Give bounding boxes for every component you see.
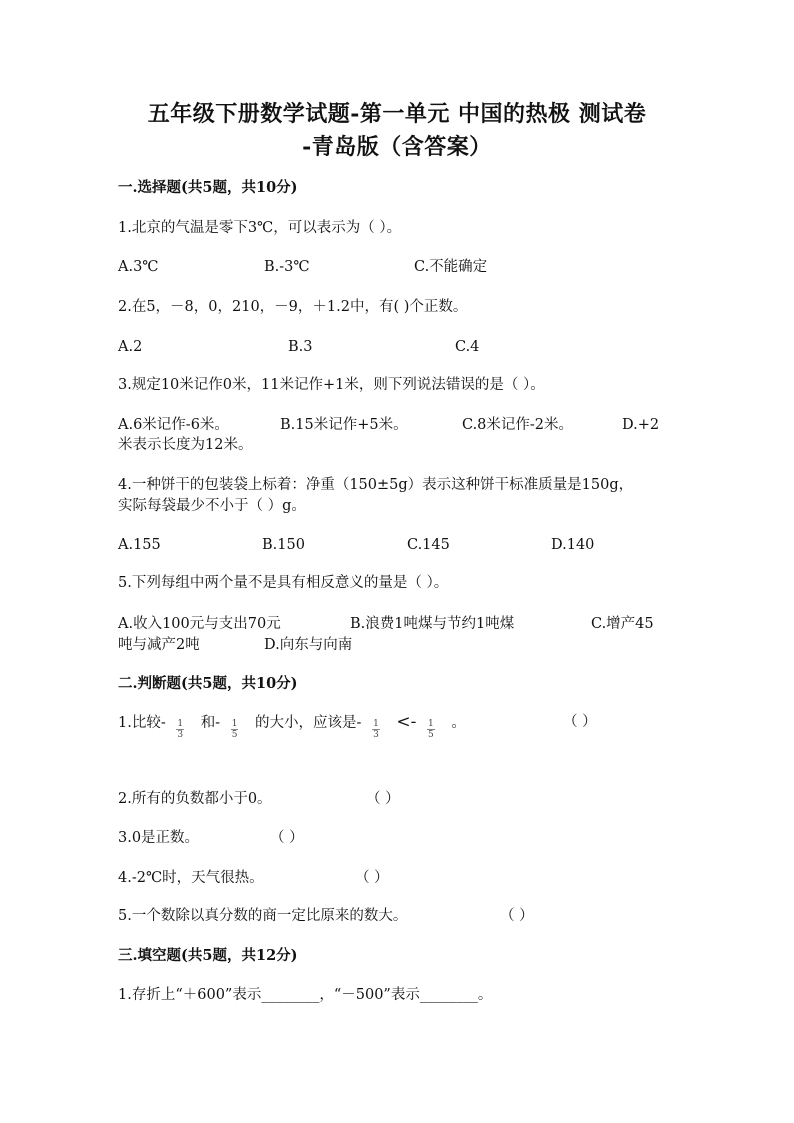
option-c: C.增产45 bbox=[591, 616, 654, 632]
option-b: B.150 bbox=[262, 537, 305, 553]
question-text: 5.一个数除以真分数的商一定比原来的数大。 bbox=[118, 908, 408, 924]
option-c: C.145 bbox=[407, 537, 450, 553]
fraction bbox=[231, 719, 239, 740]
fraction-numerator: 1 bbox=[231, 718, 238, 729]
question-text: 1.存折上“＋600”表示________，“－500”表示________。 bbox=[118, 987, 493, 1003]
fraction-numerator: 1 bbox=[177, 718, 184, 729]
section-heading-choice: 一.选择题(共5题，共10分) bbox=[118, 179, 298, 196]
option-d: D.+2 bbox=[622, 417, 660, 433]
fraction bbox=[427, 719, 435, 740]
fraction bbox=[176, 719, 184, 740]
question-text-continued: 实际每袋最少不小于（ ）g。 bbox=[118, 498, 306, 514]
option-c: C.8米记作-2米。 bbox=[462, 417, 574, 433]
option-a: A.6米记作-6米。 bbox=[118, 417, 229, 433]
fraction-denominator: 5 bbox=[231, 729, 238, 740]
option-c: C.不能确定 bbox=[414, 259, 488, 275]
question-text-part: <- bbox=[396, 712, 417, 732]
option-b: B.-3℃ bbox=[264, 259, 310, 275]
question-text: 4.-2℃时，天气很热。 bbox=[118, 870, 264, 886]
option-d: D.向东与向南 bbox=[264, 637, 353, 653]
answer-blank[interactable]: （ ） bbox=[563, 714, 597, 730]
option-c-continued: 吨与减产2吨 bbox=[118, 637, 200, 653]
section-heading-judgement: 二.判断题(共5题，共10分) bbox=[118, 675, 298, 692]
question-text-part: 。 bbox=[451, 715, 466, 731]
exam-title-line2: -青岛版（含答案） bbox=[302, 134, 492, 160]
question-text: 5.下列每组中两个量不是具有相反意义的量是（ ）。 bbox=[118, 575, 449, 591]
option-d: D.140 bbox=[551, 537, 595, 553]
answer-blank[interactable]: （ ） bbox=[355, 870, 389, 886]
answer-blank[interactable]: （ ） bbox=[270, 830, 304, 846]
answer-blank[interactable]: （ ） bbox=[366, 791, 400, 807]
question-text: 1.北京的气温是零下3℃，可以表示为（ ）。 bbox=[118, 220, 402, 236]
option-a: A.3℃ bbox=[118, 259, 159, 275]
question-text-part: 和- bbox=[200, 715, 221, 731]
option-d-continued: 米表示长度为12米。 bbox=[118, 437, 253, 453]
option-a: A.155 bbox=[118, 537, 161, 553]
fraction-denominator: 3 bbox=[373, 729, 379, 740]
fraction-denominator: 3 bbox=[177, 729, 184, 740]
exam-title-line1: 五年级下册数学试题-第一单元 中国的热极 测试卷 bbox=[147, 101, 647, 127]
fraction-numerator: 1 bbox=[373, 718, 379, 729]
question-with-fractions bbox=[118, 712, 466, 740]
question-text-part: 1.比较- bbox=[118, 715, 166, 731]
question-text: 2.所有的负数都小于0。 bbox=[118, 791, 272, 807]
option-a: A.收入100元与支出70元 bbox=[118, 616, 281, 632]
fraction-denominator: 5 bbox=[428, 729, 434, 740]
question-text-part: 的大小，应该是- bbox=[255, 715, 362, 731]
fraction-numerator: 1 bbox=[428, 718, 434, 729]
option-b: B.浪费1吨煤与节约1吨煤 bbox=[350, 616, 515, 632]
question-text: 4.一种饼干的包装袋上标着：净重（150±5g）表示这种饼干标准质量是150g， bbox=[118, 477, 634, 493]
option-a: A.2 bbox=[118, 339, 143, 355]
question-text: 3.规定10米记作0米，11米记作+1米，则下列说法错误的是（ ）。 bbox=[118, 377, 545, 393]
section-heading-fill-blank: 三.填空题(共5题，共12分) bbox=[118, 947, 298, 964]
fraction bbox=[372, 719, 380, 740]
question-text: 3.0是正数。 bbox=[118, 830, 200, 846]
question-text: 2.在5，－8，0，210，－9，＋1.2中，有( )个正数。 bbox=[118, 299, 468, 315]
option-b: B.3 bbox=[288, 339, 313, 355]
answer-blank[interactable]: （ ） bbox=[500, 908, 534, 924]
option-b: B.15米记作+5米。 bbox=[280, 417, 408, 433]
option-c: C.4 bbox=[455, 339, 480, 355]
